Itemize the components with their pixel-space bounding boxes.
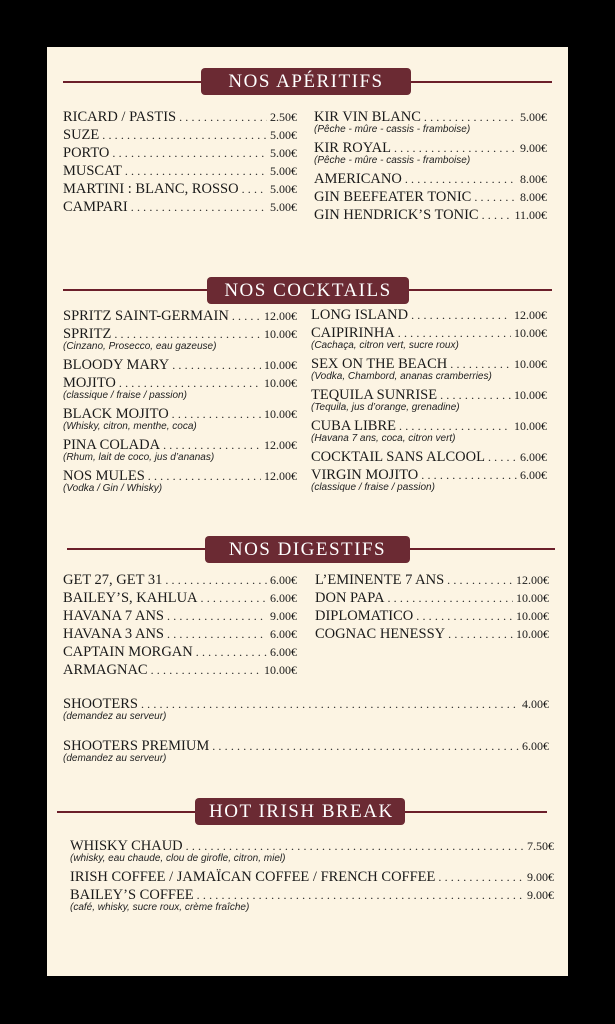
menu-item-row bbox=[63, 126, 297, 144]
item-name: HAVANA 3 ANS bbox=[63, 626, 164, 642]
menu-item bbox=[315, 607, 549, 625]
item-description: (Rhum, lait de coco, jus d’ananas) bbox=[63, 452, 215, 463]
menu-item bbox=[314, 188, 547, 206]
menu-item bbox=[63, 356, 297, 374]
menu-item-row bbox=[63, 625, 297, 643]
menu-item bbox=[63, 661, 297, 679]
item-name: BLACK MOJITO bbox=[63, 406, 169, 422]
item-price: 12.00€ bbox=[264, 309, 297, 323]
item-price: 10.00€ bbox=[514, 419, 547, 433]
digestifs-right-column bbox=[315, 571, 549, 643]
item-name: BLOODY MARY bbox=[63, 357, 170, 373]
item-name: SEX ON THE BEACH bbox=[311, 356, 448, 372]
irish-list bbox=[70, 837, 554, 917]
menu-item bbox=[63, 325, 297, 353]
item-price: 12.00€ bbox=[514, 308, 547, 322]
item-price: 5.00€ bbox=[270, 200, 297, 214]
item-name: PINA COLADA bbox=[63, 437, 161, 453]
menu-item bbox=[63, 436, 297, 464]
menu-item bbox=[63, 405, 297, 433]
item-name: KIR ROYAL bbox=[314, 140, 391, 156]
menu-item-row bbox=[63, 307, 297, 325]
dot-leader bbox=[474, 188, 517, 206]
item-description: (Pêche - mûre - cassis - framboise) bbox=[314, 124, 471, 135]
item-name: L’EMINENTE 7 ANS bbox=[315, 572, 445, 588]
item-price: 5.00€ bbox=[270, 182, 297, 196]
item-name: BAILEY’S COFFEE bbox=[70, 887, 194, 903]
dot-leader bbox=[148, 467, 261, 485]
item-name: CUBA LIBRE bbox=[311, 418, 396, 434]
item-description: (Tequila, jus d’orange, grenadine) bbox=[311, 402, 460, 413]
item-name: ARMAGNAC bbox=[63, 662, 148, 678]
menu-item-row bbox=[315, 625, 549, 643]
menu-item bbox=[63, 144, 297, 162]
item-price: 8.00€ bbox=[520, 172, 547, 186]
item-description: (Cinzano, Prosecco, eau gazeuse) bbox=[63, 341, 217, 352]
menu-item-row bbox=[63, 607, 297, 625]
item-price: 10.00€ bbox=[264, 358, 297, 372]
dot-leader bbox=[482, 206, 512, 224]
item-name: DON PAPA bbox=[315, 590, 385, 606]
menu-item-row bbox=[63, 180, 297, 198]
menu-item bbox=[63, 374, 297, 402]
menu-item bbox=[70, 837, 554, 865]
item-name: HAVANA 7 ANS bbox=[63, 608, 164, 624]
item-name: SUZE bbox=[63, 127, 100, 143]
menu-item-row bbox=[63, 661, 297, 679]
menu-item bbox=[63, 607, 297, 625]
item-description: (Vodka, Chambord, ananas cramberries) bbox=[311, 371, 492, 382]
item-price: 9.00€ bbox=[270, 609, 297, 623]
menu-item bbox=[63, 737, 549, 765]
dot-leader bbox=[488, 448, 517, 466]
item-description: (Cachaça, citron vert, sucre roux) bbox=[311, 340, 459, 351]
item-price: 6.00€ bbox=[270, 591, 297, 605]
item-name: COCKTAIL SANS ALCOOL bbox=[311, 449, 485, 465]
menu-item bbox=[63, 198, 297, 216]
item-price: 6.00€ bbox=[520, 468, 547, 482]
item-name: SHOOTERS bbox=[63, 696, 138, 712]
item-description: (Pêche - mûre - cassis - framboise) bbox=[314, 155, 471, 166]
menu-item bbox=[63, 162, 297, 180]
item-price: 5.00€ bbox=[270, 128, 297, 142]
item-description: (classique / fraise / passion) bbox=[63, 390, 187, 401]
item-name: MARTINI : BLANC, ROSSO bbox=[63, 181, 239, 197]
dot-leader bbox=[112, 144, 267, 162]
cocktails-right-column bbox=[311, 306, 547, 497]
item-description: (Havana 7 ans, coca, citron vert) bbox=[311, 433, 456, 444]
menu-item-row bbox=[63, 589, 297, 607]
menu-item bbox=[314, 170, 547, 188]
item-name: SPRITZ SAINT-GERMAIN bbox=[63, 308, 229, 324]
item-price: 9.00€ bbox=[527, 870, 554, 884]
menu-item bbox=[311, 417, 547, 445]
menu-item-row bbox=[63, 643, 297, 661]
item-name: COGNAC HENESSY bbox=[315, 626, 446, 642]
item-price: 12.00€ bbox=[264, 469, 297, 483]
item-name: RICARD / PASTIS bbox=[63, 109, 177, 125]
dot-leader bbox=[411, 306, 511, 324]
cocktails-left-column bbox=[63, 307, 297, 498]
menu-item-row bbox=[63, 198, 297, 216]
menu-item bbox=[63, 467, 297, 495]
menu-item-row bbox=[70, 868, 554, 886]
item-name: MUSCAT bbox=[63, 163, 122, 179]
item-price: 10.00€ bbox=[516, 609, 549, 623]
menu-item-row bbox=[314, 188, 547, 206]
item-name: CAPTAIN MORGAN bbox=[63, 644, 193, 660]
dot-leader bbox=[165, 571, 267, 589]
item-price: 10.00€ bbox=[514, 388, 547, 402]
menu-item-row bbox=[63, 108, 297, 126]
menu-item bbox=[314, 108, 547, 136]
section-title-digestifs: NOS DIGESTIFS bbox=[205, 536, 410, 563]
menu-item-row bbox=[315, 589, 549, 607]
menu-item bbox=[311, 355, 547, 383]
item-name: CAMPARI bbox=[63, 199, 128, 215]
menu-item bbox=[70, 868, 554, 886]
menu-item bbox=[63, 695, 549, 723]
item-price: 12.00€ bbox=[516, 573, 549, 587]
menu-item bbox=[311, 306, 547, 324]
dot-leader bbox=[172, 356, 261, 374]
dot-leader bbox=[242, 180, 267, 198]
menu-item bbox=[63, 643, 297, 661]
dot-leader bbox=[196, 643, 267, 661]
section-title-irish: HOT IRISH BREAK bbox=[195, 798, 405, 825]
digestifs-left-column bbox=[63, 571, 297, 679]
menu-item bbox=[70, 886, 554, 914]
menu-item bbox=[315, 589, 549, 607]
menu-card bbox=[47, 47, 568, 976]
menu-item-row bbox=[311, 306, 547, 324]
dot-leader bbox=[405, 170, 517, 188]
item-price: 6.00€ bbox=[520, 450, 547, 464]
menu-item bbox=[63, 589, 297, 607]
dot-leader bbox=[141, 695, 519, 713]
item-name: TEQUILA SUNRISE bbox=[311, 387, 438, 403]
menu-item bbox=[315, 625, 549, 643]
dot-leader bbox=[416, 607, 513, 625]
dot-leader bbox=[125, 162, 267, 180]
dot-leader bbox=[131, 198, 267, 216]
item-name: DIPLOMATICO bbox=[315, 608, 414, 624]
dot-leader bbox=[438, 868, 524, 886]
menu-item-row bbox=[315, 571, 549, 589]
item-price: 12.00€ bbox=[264, 438, 297, 452]
item-name: PORTO bbox=[63, 145, 110, 161]
item-name: NOS MULES bbox=[63, 468, 145, 484]
menu-item bbox=[315, 571, 549, 589]
item-price: 6.00€ bbox=[270, 627, 297, 641]
item-name: BAILEY’S, KAHLUA bbox=[63, 590, 198, 606]
item-price: 4.00€ bbox=[522, 697, 549, 711]
item-price: 11.00€ bbox=[514, 208, 547, 222]
dot-leader bbox=[232, 307, 261, 325]
item-price: 5.00€ bbox=[270, 146, 297, 160]
item-price: 7.50€ bbox=[527, 839, 554, 853]
item-price: 10.00€ bbox=[264, 376, 297, 390]
item-price: 10.00€ bbox=[514, 326, 547, 340]
item-name: SHOOTERS PREMIUM bbox=[63, 738, 210, 754]
item-price: 9.00€ bbox=[520, 141, 547, 155]
menu-item bbox=[314, 206, 547, 224]
item-description: (demandez au serveur) bbox=[63, 711, 167, 722]
dot-leader bbox=[421, 466, 517, 484]
dot-leader bbox=[167, 625, 267, 643]
item-name: GIN HENDRICK’S TONIC bbox=[314, 207, 479, 223]
item-price: 10.00€ bbox=[516, 627, 549, 641]
item-price: 10.00€ bbox=[264, 327, 297, 341]
item-description: (Vodka / Gin / Whisky) bbox=[63, 483, 163, 494]
item-description: (demandez au serveur) bbox=[63, 753, 167, 764]
item-price: 5.00€ bbox=[520, 110, 547, 124]
menu-item bbox=[63, 307, 297, 325]
item-name: KIR VIN BLANC bbox=[314, 109, 421, 125]
menu-item-row bbox=[63, 571, 297, 589]
item-name: CAIPIRINHA bbox=[311, 325, 395, 341]
menu-item-row bbox=[63, 162, 297, 180]
item-description: (Whisky, citron, menthe, coca) bbox=[63, 421, 197, 432]
item-price: 10.00€ bbox=[514, 357, 547, 371]
item-price: 6.00€ bbox=[270, 645, 297, 659]
aperitifs-left-column bbox=[63, 108, 297, 216]
item-name: VIRGIN MOJITO bbox=[311, 467, 419, 483]
menu-item bbox=[63, 571, 297, 589]
item-price: 5.00€ bbox=[270, 164, 297, 178]
item-description: (whisky, eau chaude, clou de girofle, citron, miel) bbox=[70, 853, 286, 864]
item-price: 8.00€ bbox=[520, 190, 547, 204]
dot-leader bbox=[167, 607, 267, 625]
menu-item bbox=[311, 466, 547, 494]
item-name: WHISKY CHAUD bbox=[70, 838, 183, 854]
menu-item-row bbox=[314, 170, 547, 188]
item-price: 9.00€ bbox=[527, 888, 554, 902]
menu-item-row bbox=[314, 206, 547, 224]
menu-item bbox=[311, 386, 547, 414]
menu-item-row bbox=[63, 356, 297, 374]
dot-leader bbox=[387, 589, 513, 607]
menu-item bbox=[63, 625, 297, 643]
section-title-cocktails: NOS COCKTAILS bbox=[207, 277, 409, 304]
item-name: SPRITZ bbox=[63, 326, 112, 342]
item-price: 6.00€ bbox=[270, 573, 297, 587]
shooters-row bbox=[63, 695, 549, 768]
dot-leader bbox=[201, 589, 267, 607]
section-title-aperitifs: NOS APÉRITIFS bbox=[201, 68, 411, 95]
menu-item-row bbox=[311, 448, 547, 466]
aperitifs-right-column bbox=[314, 108, 547, 224]
menu-item-row bbox=[315, 607, 549, 625]
item-name: GET 27, GET 31 bbox=[63, 572, 163, 588]
dot-leader bbox=[102, 126, 267, 144]
menu-item bbox=[63, 180, 297, 198]
menu-item bbox=[311, 448, 547, 466]
item-price: 10.00€ bbox=[516, 591, 549, 605]
item-name: LONG ISLAND bbox=[311, 307, 409, 323]
menu-item bbox=[314, 139, 547, 167]
menu-item bbox=[63, 126, 297, 144]
item-price: 10.00€ bbox=[264, 663, 297, 677]
item-name: GIN BEEFEATER TONIC bbox=[314, 189, 472, 205]
item-price: 10.00€ bbox=[264, 407, 297, 421]
dot-leader bbox=[179, 108, 267, 126]
item-description: (café, whisky, sucre roux, crème fraîche) bbox=[70, 902, 250, 913]
dot-leader bbox=[448, 625, 513, 643]
item-price: 2.50€ bbox=[270, 110, 297, 124]
menu-item-row bbox=[63, 144, 297, 162]
dot-leader bbox=[151, 661, 261, 679]
item-description: (classique / fraise / passion) bbox=[311, 482, 435, 493]
dot-leader bbox=[447, 571, 513, 589]
menu-item bbox=[311, 324, 547, 352]
item-name: MOJITO bbox=[63, 375, 116, 391]
dot-leader bbox=[212, 737, 519, 755]
item-name: AMERICANO bbox=[314, 171, 402, 187]
menu-item bbox=[63, 108, 297, 126]
item-name: IRISH COFFEE / JAMAÏCAN COFFEE / FRENCH COFFEE bbox=[70, 869, 436, 885]
item-price: 6.00€ bbox=[522, 739, 549, 753]
